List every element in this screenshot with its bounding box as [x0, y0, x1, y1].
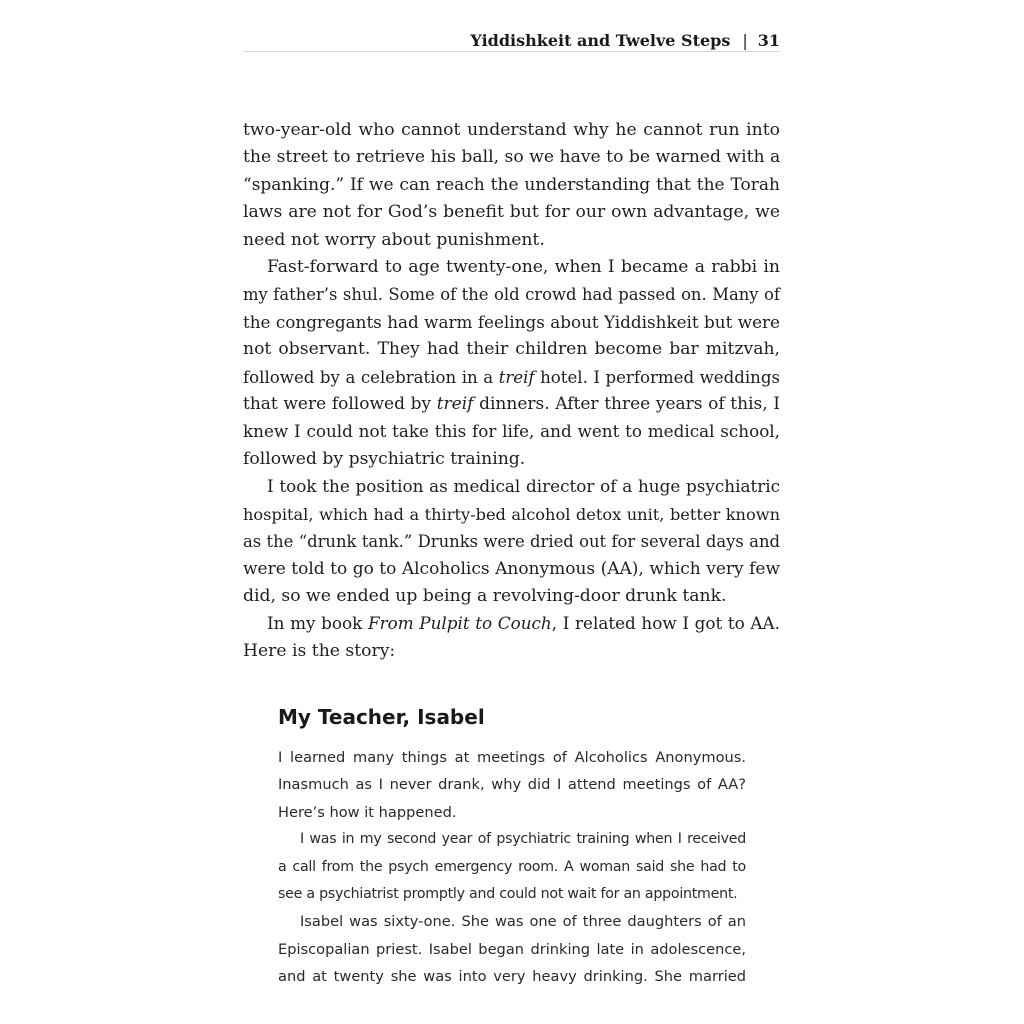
excerpt-paragraph-3-line: Isabel was sixty-one. She was one of three daughters of an [300, 913, 746, 931]
paragraph-2-line: my father’s shul. Some of the old crowd had passed on. Many of [243, 285, 780, 305]
paragraph-4-line: Here is the story: [243, 640, 396, 661]
text-run: In my book [267, 613, 368, 634]
paragraph-1-line: “spanking.” If we can reach the understanding that the Torah [243, 174, 780, 195]
paragraph-2-line [243, 391, 780, 418]
italic-term: treif [498, 367, 535, 387]
italic-term: treif [436, 394, 474, 415]
paragraph-2-line: followed by psychiatric training. [243, 448, 526, 469]
section-heading: My Teacher, Isabel [278, 705, 485, 729]
paragraph-3-line: as the “drunk tank.” Drunks were dried out for several days and [243, 532, 780, 552]
paragraph-4-line [243, 610, 780, 637]
excerpt-paragraph-1-line: I learned many things at meetings of Alcoholics Anonymous. [278, 749, 746, 766]
paragraph-3-line: were told to go to Alcoholics Anonymous (AA), which very few [243, 558, 780, 579]
excerpt-paragraph-2-line: see a psychiatrist promptly and could not wait for an appointment. [278, 886, 738, 903]
paragraph-3-line: hospital, which had a thirty-bed alcohol detox unit, better known [243, 504, 780, 524]
paragraph-1-line: laws are not for God’s benefit but for our own advantage, we [243, 202, 780, 223]
chapter-title: Yiddishkeit and Twelve Steps [470, 31, 731, 50]
paragraph-2-line [243, 364, 780, 391]
paragraph-2-line: not observant. They had their children become bar mitzvah, [243, 339, 780, 360]
text-run: , I related how I got to AA. [551, 613, 780, 634]
text-run: followed by a celebration in a [243, 367, 499, 387]
paragraph-1-line: two-year-old who cannot understand why he cannot run into [243, 120, 780, 140]
paragraph-2-line: knew I could not take this for life, and went to medical school, [243, 421, 780, 442]
paragraph-3-line: I took the position as medical director of a huge psychiatric [267, 476, 780, 497]
excerpt-paragraph-2-line: I was in my second year of psychiatric training when I received [300, 831, 746, 848]
paragraph-2-line: Fast-forward to age twenty-one, when I became a rabbi in [267, 257, 780, 278]
excerpt-paragraph-2-line: a call from the psych emergency room. A woman said she had to [278, 858, 746, 875]
excerpt-paragraph-3-line: Episcopalian priest. Isabel began drinking late in adolescence, [278, 940, 746, 958]
paragraph-3-line: did, so we ended up being a revolving-door drunk tank. [243, 585, 727, 606]
main-text [243, 117, 780, 665]
book-title: From Pulpit to Couch [367, 613, 552, 634]
paragraph-1-line: the street to retrieve his ball, so we have to be warned with a [243, 147, 781, 168]
running-header-text [470, 30, 780, 52]
running-header [243, 30, 780, 52]
excerpt-paragraph-1-line: Inasmuch as I never drank, why did I attend meetings of AA? [278, 776, 746, 794]
excerpt-paragraph-3-line: and at twenty she was into very heavy drinking. She married [278, 968, 746, 986]
header-separator: | [742, 31, 748, 50]
text-run: hotel. I performed weddings [534, 367, 780, 387]
text-run: dinners. After three years of this, I [473, 394, 781, 415]
excerpt-section [278, 700, 746, 991]
page-number: 31 [757, 31, 780, 50]
excerpt-paragraph-1-line: Here’s how it happened. [278, 803, 457, 821]
paragraph-2-line: the congregants had warm feelings about Yiddishkeit but were [243, 311, 780, 332]
text-run: that were followed by [243, 394, 437, 415]
paragraph-1-line: need not worry about punishment. [243, 229, 545, 250]
